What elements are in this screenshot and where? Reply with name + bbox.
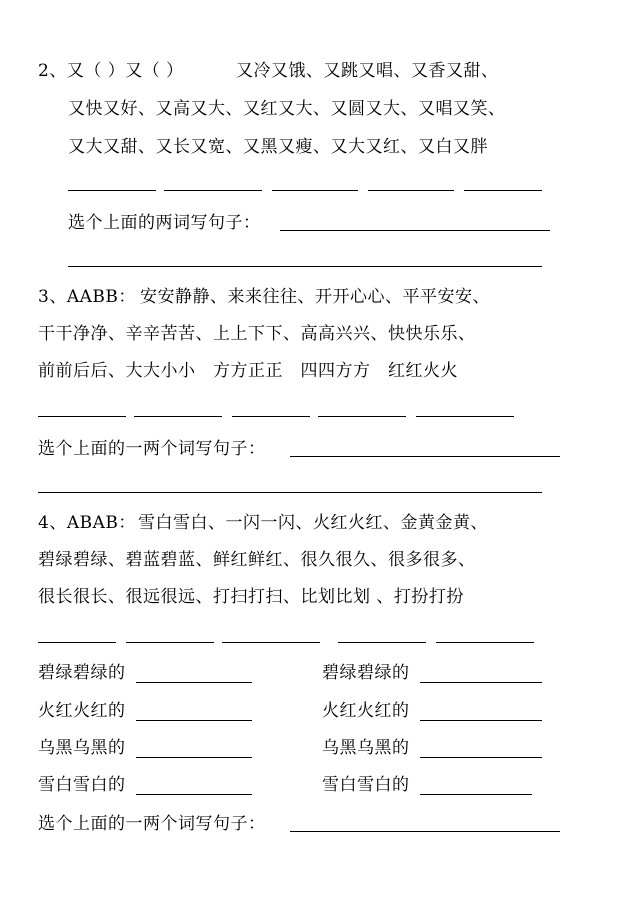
fill-blank[interactable] — [420, 757, 542, 758]
section2-words-line3: 又大又甜、又长又宽、又黑又瘦、又大又红、又白又胖 — [68, 137, 488, 157]
answer-blank[interactable] — [464, 190, 542, 191]
section4-words-line1: 雪白雪白、一闪一闪、火红火红、金黄金黄、 — [138, 513, 488, 533]
fill-prompt: 乌黑乌黑的 — [322, 738, 410, 758]
fill-blank[interactable] — [136, 794, 252, 795]
sentence-line[interactable] — [280, 230, 550, 231]
sentence-line[interactable] — [68, 266, 542, 267]
section2-sentence-prompt: 选个上面的两词写句子： — [68, 213, 261, 233]
answer-blank[interactable] — [318, 416, 406, 417]
sentence-line[interactable] — [38, 492, 542, 493]
sentence-line[interactable] — [290, 831, 560, 832]
fill-blank[interactable] — [136, 682, 252, 683]
fill-blank[interactable] — [420, 682, 542, 683]
answer-blank[interactable] — [134, 416, 222, 417]
fill-prompt: 碧绿碧绿的 — [322, 663, 410, 683]
section4-words-line2: 碧绿碧绿、碧蓝碧蓝、鲜红鲜红、很久很久、很多很多、 — [38, 550, 476, 570]
answer-blank[interactable] — [38, 416, 126, 417]
fill-prompt: 火红火红的 — [38, 701, 126, 721]
section3-words-line1: 安安静静、来来往往、开开心心、平平安安、 — [140, 287, 490, 307]
fill-blank[interactable] — [136, 757, 252, 758]
fill-blank[interactable] — [420, 720, 542, 721]
answer-blank[interactable] — [126, 642, 214, 643]
fill-blank[interactable] — [136, 720, 252, 721]
answer-blank[interactable] — [368, 190, 454, 191]
answer-blank[interactable] — [164, 190, 262, 191]
fill-prompt: 火红火红的 — [322, 701, 410, 721]
answer-blank[interactable] — [272, 190, 358, 191]
fill-prompt: 乌黑乌黑的 — [38, 738, 126, 758]
section4-sentence-prompt: 选个上面的一两个词写句子： — [38, 814, 266, 834]
section3-words-line2: 干干净净、辛辛苦苦、上上下下、高高兴兴、快快乐乐、 — [38, 324, 476, 344]
answer-blank[interactable] — [222, 642, 320, 643]
fill-prompt: 雪白雪白的 — [322, 775, 410, 795]
fill-prompt: 碧绿碧绿的 — [38, 663, 126, 683]
answer-blank[interactable] — [338, 642, 426, 643]
fill-blank[interactable] — [420, 794, 532, 795]
answer-blank[interactable] — [38, 642, 116, 643]
section2-header: 2、又（ ）又（ ） — [38, 61, 184, 81]
section2-words-line2: 又快又好、又高又大、又红又大、又圆又大、又唱又笑、 — [68, 99, 506, 119]
section3-words-line3: 前前后后、大大小小 方方正正 四四方方 红红火火 — [38, 361, 458, 381]
sentence-line[interactable] — [290, 456, 560, 457]
answer-blank[interactable] — [68, 190, 156, 191]
answer-blank[interactable] — [232, 416, 310, 417]
answer-blank[interactable] — [416, 416, 514, 417]
fill-prompt: 雪白雪白的 — [38, 775, 126, 795]
section3-sentence-prompt: 选个上面的一两个词写句子： — [38, 439, 266, 459]
section4-header: 4、ABAB： — [38, 513, 136, 533]
section2-words-line1: 又冷又饿、又跳又唱、又香又甜、 — [236, 61, 499, 81]
answer-blank[interactable] — [436, 642, 534, 643]
section3-header: 3、AABB： — [38, 287, 136, 307]
section4-words-line3: 很长很长、很远很远、打扫打扫、比划比划 、打扮打扮 — [38, 587, 464, 607]
